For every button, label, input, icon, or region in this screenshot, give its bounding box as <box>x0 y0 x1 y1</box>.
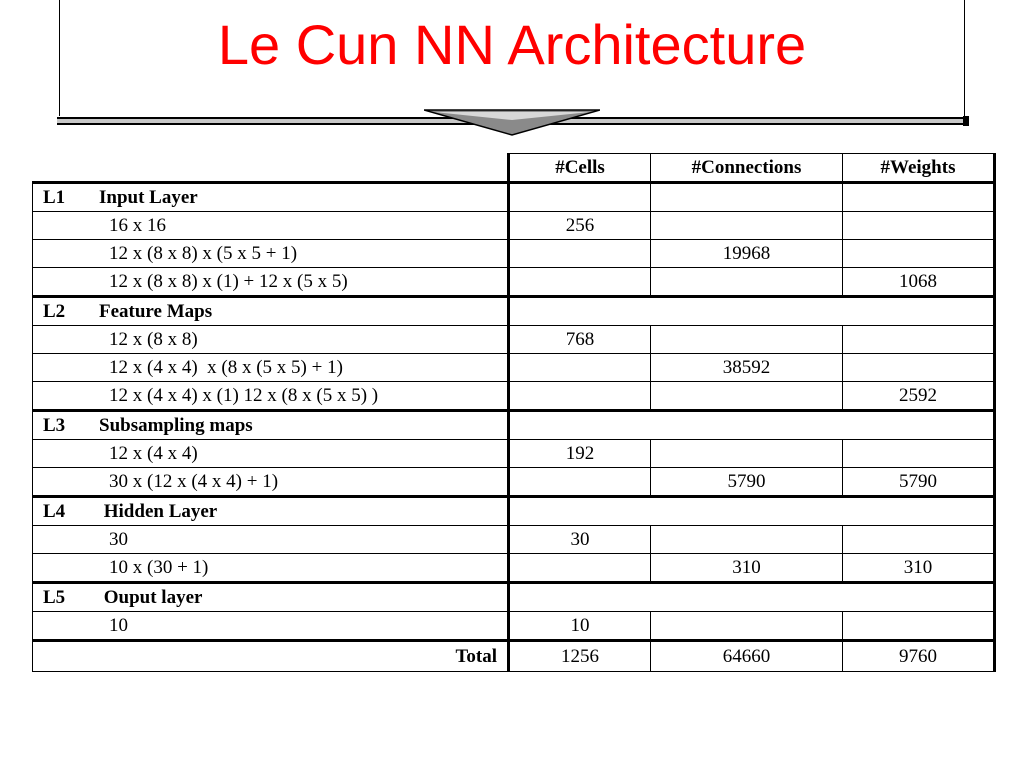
layer-weights-cell <box>843 183 995 212</box>
total-weights-value: 9760 <box>843 641 995 672</box>
table-header-row <box>33 154 995 183</box>
slide-title: Le Cun NN Architecture <box>217 13 807 76</box>
row-cells-value <box>509 354 651 382</box>
row-label: 12 x (8 x 8) x (5 x 5 + 1) <box>33 240 509 268</box>
layer-name: Subsampling maps <box>99 415 253 436</box>
row-cells-value: 256 <box>509 212 651 240</box>
layer-name: Input Layer <box>99 187 198 208</box>
row-connections-value <box>651 382 843 411</box>
header-blank-cell <box>33 154 509 183</box>
total-cells-value: 1256 <box>509 641 651 672</box>
header-cells: #Cells <box>509 154 651 183</box>
row-weights-value: 1068 <box>843 268 995 297</box>
total-connections-value: 64660 <box>651 641 843 672</box>
total-row <box>33 641 995 672</box>
layer-id: L4 <box>43 501 66 522</box>
row-label: 12 x (8 x 8) x (1) + 12 x (5 x 5) <box>33 268 509 297</box>
row-label: 10 <box>33 612 509 641</box>
table-row <box>33 468 995 497</box>
layer-name: Hidden Layer <box>99 501 218 522</box>
row-label: 30 <box>33 526 509 554</box>
layer-empty-span <box>509 583 995 612</box>
layer-row-l1 <box>33 183 995 212</box>
table-row <box>33 440 995 468</box>
layer-title-cell <box>33 411 509 440</box>
row-connections-value: 5790 <box>651 468 843 497</box>
layer-title-cell <box>33 183 509 212</box>
layer-row-l5 <box>33 583 995 612</box>
layer-title-cell <box>33 297 509 326</box>
layer-name: Feature Maps <box>99 301 213 322</box>
table-row <box>33 212 995 240</box>
layer-connections-cell <box>651 183 843 212</box>
header-connections: #Connections <box>651 154 843 183</box>
header-weights: #Weights <box>843 154 995 183</box>
row-weights-value <box>843 440 995 468</box>
row-label: 12 x (4 x 4) <box>33 440 509 468</box>
row-connections-value: 38592 <box>651 354 843 382</box>
layer-empty-span <box>509 411 995 440</box>
title-bar-shadow <box>963 116 969 126</box>
layer-cells-cell <box>509 183 651 212</box>
row-label: 16 x 16 <box>33 212 509 240</box>
layer-empty-span <box>509 497 995 526</box>
row-label: 12 x (8 x 8) <box>33 326 509 354</box>
down-arrow-icon <box>424 108 600 136</box>
row-weights-value <box>843 612 995 641</box>
row-weights-value: 5790 <box>843 468 995 497</box>
layer-row-l2 <box>33 297 995 326</box>
row-cells-value: 10 <box>509 612 651 641</box>
layer-row-l4 <box>33 497 995 526</box>
row-cells-value <box>509 240 651 268</box>
row-label: 12 x (4 x 4) x (1) 12 x (8 x (5 x 5) ) <box>33 382 509 411</box>
row-cells-value <box>509 268 651 297</box>
table-row <box>33 268 995 297</box>
row-label: 10 x (30 + 1) <box>33 554 509 583</box>
row-weights-value <box>843 212 995 240</box>
layer-empty-span <box>509 297 995 326</box>
layer-id: L3 <box>43 415 66 436</box>
row-weights-value <box>843 354 995 382</box>
row-cells-value <box>509 554 651 583</box>
layer-id: L1 <box>43 187 66 208</box>
layer-id: L5 <box>43 587 66 608</box>
layer-title-cell <box>33 497 509 526</box>
row-connections-value <box>651 268 843 297</box>
architecture-table <box>32 153 996 672</box>
layer-row-l3 <box>33 411 995 440</box>
row-cells-value: 30 <box>509 526 651 554</box>
row-connections-value <box>651 612 843 641</box>
row-cells-value <box>509 382 651 411</box>
table-row <box>33 612 995 641</box>
row-connections-value <box>651 526 843 554</box>
table-row <box>33 354 995 382</box>
table-row <box>33 526 995 554</box>
table-row <box>33 240 995 268</box>
row-weights-value: 2592 <box>843 382 995 411</box>
row-weights-value: 310 <box>843 554 995 583</box>
table-row <box>33 382 995 411</box>
row-cells-value: 192 <box>509 440 651 468</box>
row-connections-value: 19968 <box>651 240 843 268</box>
row-connections-value <box>651 326 843 354</box>
layer-name: Ouput layer <box>99 587 203 608</box>
layer-id: L2 <box>43 301 66 322</box>
table-row <box>33 326 995 354</box>
title-box <box>59 0 965 116</box>
row-weights-value <box>843 326 995 354</box>
row-connections-value <box>651 440 843 468</box>
row-label: 30 x (12 x (4 x 4) + 1) <box>33 468 509 497</box>
layer-title-cell <box>33 583 509 612</box>
row-weights-value <box>843 526 995 554</box>
row-connections-value <box>651 212 843 240</box>
row-weights-value <box>843 240 995 268</box>
row-cells-value <box>509 468 651 497</box>
table-row <box>33 554 995 583</box>
row-label: 12 x (4 x 4) x (8 x (5 x 5) + 1) <box>33 354 509 382</box>
row-cells-value: 768 <box>509 326 651 354</box>
row-connections-value: 310 <box>651 554 843 583</box>
total-label: Total <box>33 641 509 672</box>
